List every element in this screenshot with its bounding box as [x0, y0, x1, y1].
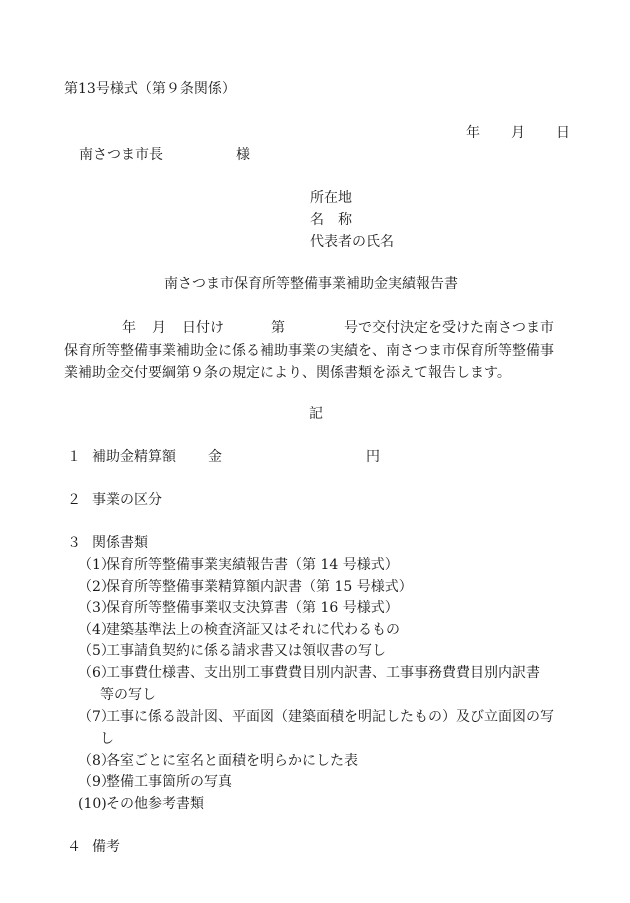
document-title: 南さつま市保育所等整備事業補助金実績報告書 — [164, 276, 458, 292]
body-date-suffix: 日付け — [182, 320, 224, 336]
list-item-number: （6） — [78, 665, 115, 681]
list-item-text: 建築基準法上の検査済証又はそれに代わるもの — [106, 622, 400, 638]
section-1-kin: 金 — [208, 449, 222, 465]
representative-label: 代表者の氏名 — [310, 234, 394, 250]
list-item-text: 各室ごとに室名と面積を明らかにした表 — [106, 753, 358, 769]
list-item-number: （4） — [78, 622, 115, 638]
list-item-number: （2） — [78, 579, 115, 595]
list-item-number: （3） — [78, 600, 115, 616]
list-item-number: （8） — [78, 753, 115, 769]
list-item-text: 整備工事箇所の写真 — [106, 774, 232, 790]
ki-mark: 記 — [309, 406, 323, 422]
section-3-number: ３ — [67, 535, 81, 551]
list-item — [78, 664, 540, 682]
date-day: 日 — [556, 125, 570, 141]
addressee-honorific: 様 — [236, 147, 250, 163]
list-item — [78, 642, 386, 660]
list-item-number: （9） — [78, 774, 115, 790]
list-item — [78, 752, 358, 770]
list-item-number: （1） — [78, 557, 115, 573]
list-item-text: 工事請負契約に係る請求書又は領収書の写し — [106, 643, 386, 659]
list-item-text: 保育所等整備事業収支決算書（第 16 号様式） — [106, 600, 399, 616]
body-line1-rest: 号で交付決定を受けた南さつま市 — [344, 320, 554, 336]
list-item-text: その他参考書類 — [106, 796, 204, 812]
list-item — [78, 621, 400, 639]
list-item — [78, 795, 204, 813]
name-label: 名 称 — [310, 212, 352, 228]
body-dai: 第 — [271, 320, 285, 336]
list-item — [78, 556, 399, 574]
section-1-label: 補助金精算額 — [92, 449, 176, 465]
form-number: 第13号様式（第９条関係） — [64, 81, 236, 97]
list-item-continuation: 等の写し — [100, 687, 156, 703]
date-year: 年 — [466, 125, 480, 141]
body-year: 年 — [122, 320, 136, 336]
body-month: 月 — [152, 320, 166, 336]
list-item-text: 工事に係る設計図、平面図（建築面積を明記したもの）及び立面図の写 — [106, 709, 554, 725]
list-item-continuation: し — [100, 731, 114, 747]
date-month: 月 — [511, 125, 525, 141]
list-item-number: (10) — [78, 796, 107, 812]
body-line3: 業補助金交付要綱第９条の規定により、関係書類を添えて報告します。 — [64, 365, 511, 381]
body-line2: 保育所等整備事業補助金に係る補助事業の実績を、南さつま市保育所等整備事 — [64, 343, 554, 359]
section-4-label: 備考 — [92, 839, 120, 855]
section-1-number: １ — [67, 449, 81, 465]
list-item — [78, 578, 413, 596]
section-3-label: 関係書類 — [92, 535, 148, 551]
address-label: 所在地 — [310, 190, 352, 206]
list-item-text: 保育所等整備事業精算額内訳書（第 15 号様式） — [106, 579, 413, 595]
list-item-number: （5） — [78, 643, 115, 659]
list-item-text: 工事費仕様書、支出別工事費費目別内訳書、工事事務費費目別内訳書 — [106, 665, 540, 681]
section-1-yen: 円 — [366, 449, 380, 465]
list-item — [78, 599, 399, 617]
list-item-text: 保育所等整備事業実績報告書（第 14 号様式） — [106, 557, 399, 573]
list-item-number: （7） — [78, 709, 115, 725]
section-2-label: 事業の区分 — [92, 492, 162, 508]
list-item — [78, 773, 232, 791]
section-2-number: ２ — [67, 492, 81, 508]
addressee-name: 南さつま市長 — [79, 147, 163, 163]
section-4-number: ４ — [67, 839, 81, 855]
list-item — [78, 708, 554, 726]
